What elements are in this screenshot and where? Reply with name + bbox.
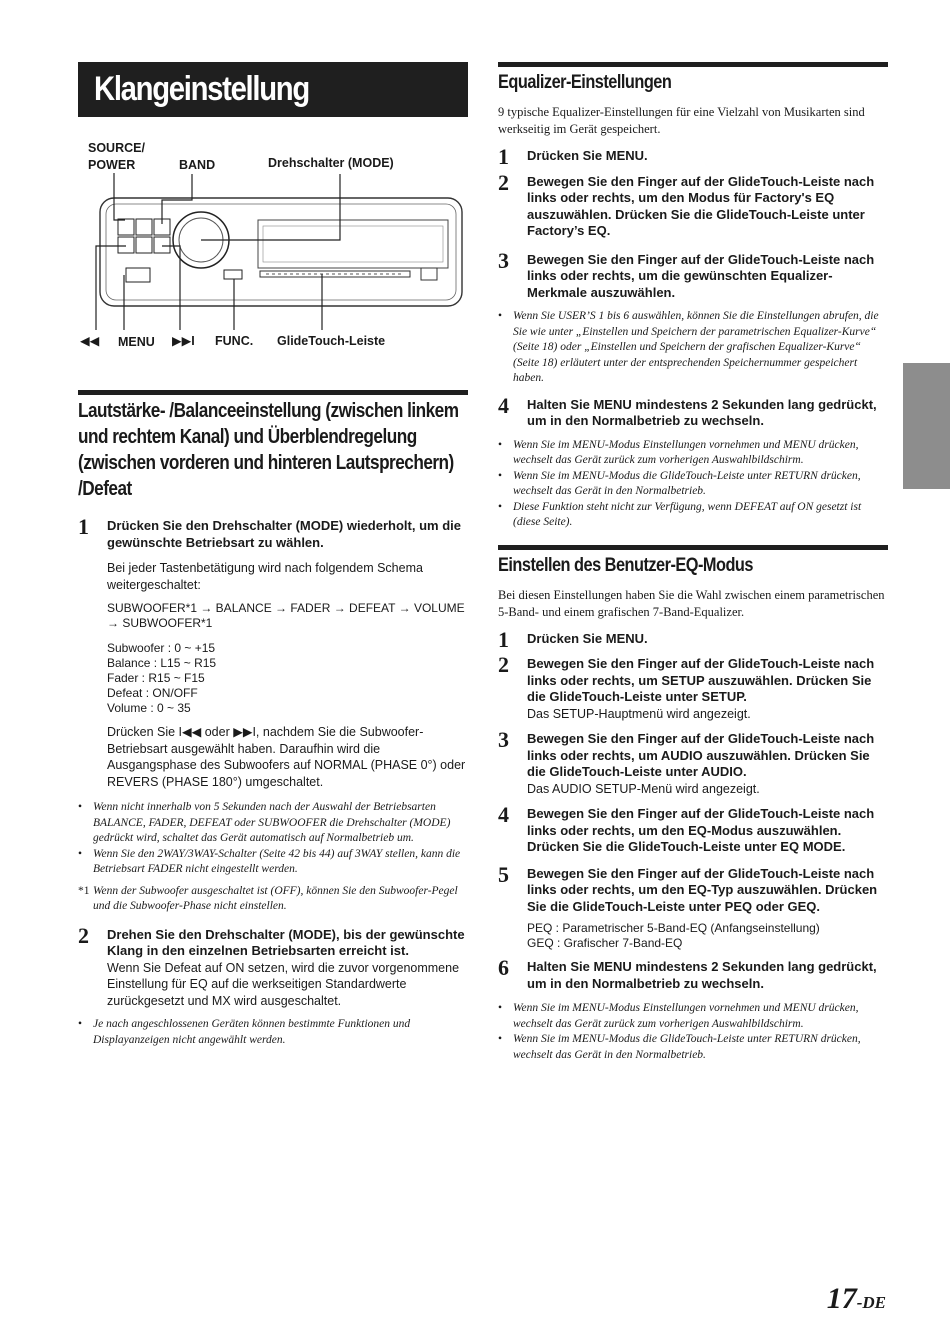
note-item: • Wenn Sie im MENU-Modus Einstellungen vornehmen und MENU drücken, wechselt das Gerät zurück zum vorherigen Auswahlbildschirm.	[498, 1002, 859, 1030]
step-instruction: Bewegen Sie den Finger auf der GlideTouch-Leiste nach links oder rechts, um den Modus für Factory's EQ auszuwählen. Drücken Sie die GlideTouch-Leiste unter Factory’s EQ.	[527, 173, 875, 238]
step-result: Das SETUP-Hauptmenü wird angezeigt.	[527, 706, 751, 721]
step-number: 5	[498, 861, 509, 887]
label-func: FUNC.	[215, 334, 254, 348]
step-number: 4	[498, 802, 509, 827]
left-column	[78, 62, 468, 1048]
step-2	[78, 922, 468, 1010]
user-step-1	[498, 626, 888, 652]
notes-list	[498, 438, 888, 531]
page-title: Klangeinstellung	[78, 62, 468, 117]
step-number: 2	[498, 169, 509, 195]
section-title-user-eq: Einstellen des Benutzer-EQ-Modus	[498, 545, 888, 579]
notes-list	[498, 309, 888, 387]
chapter-tab	[903, 363, 950, 489]
device-diagram	[78, 140, 468, 360]
step-instruction: Bewegen Sie den Finger auf der GlideTouch-Leiste nach links oder rechts, um SETUP auszuwählen. Drücken Sie die GlideTouch-Leiste unter SETUP.	[527, 656, 875, 704]
step-number: 3	[498, 727, 509, 752]
note-item: • Wenn Sie den 2WAY/3WAY-Schalter (Seite 42 bis 44) auf 3WAY stellen, kann die Betriebsart FADER nicht eingestellt werden.	[78, 847, 461, 875]
step-instruction: Drehen Sie den Drehschalter (MODE), bis der gewünschte Klang in den einzelnen Betriebsarten erreicht ist.	[107, 926, 465, 958]
eq-type-item: GEQ : Grafischer 7-Band-EQ	[527, 936, 683, 950]
note-item: • Wenn Sie im MENU-Modus die GlideTouch-Leiste unter RETURN drücken, wechselt das Gerät in den Normalbetrieb.	[498, 469, 861, 497]
step-number: 2	[78, 922, 89, 948]
step-number: 2	[498, 652, 509, 677]
range-item: Balance : L15 ~ R15	[107, 656, 217, 670]
device-drawing	[78, 140, 468, 360]
step-instruction: Bewegen Sie den Finger auf der GlideTouch-Leiste nach links oder rechts, um AUDIO auszuwählen. Drücken Sie die GlideTouch-Leiste unter AUDIO.	[527, 731, 875, 779]
step-instruction: Drücken Sie MENU.	[527, 148, 648, 163]
range-item: Defeat : ON/OFF	[107, 686, 198, 700]
step-instruction: Drücken Sie den Drehschalter (MODE) wiederholt, um die gewünschte Betriebsart zu wählen.	[107, 518, 461, 550]
step-number: 3	[498, 247, 509, 273]
label-prev-icon: ◀◀	[80, 334, 100, 348]
step-instruction: Bewegen Sie den Finger auf der GlideTouch-Leiste nach links oder rechts, um den EQ-Typ auszuwählen. Drücken Sie die GlideTouch-Leiste unter PEQ oder GEQ.	[527, 865, 878, 914]
step-instruction: Bewegen Sie den Finger auf der GlideTouch-Leiste nach links oder rechts, um die gewünschten Equalizer-Merkmale auszuwählen.	[527, 251, 875, 300]
user-step-3	[498, 727, 888, 797]
section-title-volume: Lautstärke- /Balanceeinstellung (zwischen linkem und rechtem Kanal) und Überblendregelung (zwischen vorderen und hinteren Lautsprechern) /Defeat	[78, 390, 468, 502]
notes-list	[498, 1001, 888, 1063]
note-item: • Wenn Sie im MENU-Modus die GlideTouch-Leiste unter RETURN drücken, wechselt das Gerät in den Normalbetrieb.	[498, 1033, 861, 1061]
eq-step-4	[498, 392, 888, 430]
note-item: • Diese Funktion steht nicht zur Verfügung, wenn DEFEAT auf ON gesetzt ist (diese Seite).	[498, 500, 862, 528]
user-step-5	[498, 861, 888, 952]
label-next-icon: ▶▶I	[172, 334, 195, 348]
eq-step-2	[498, 169, 888, 240]
page-number: 17-DE	[826, 1282, 886, 1315]
user-step-2	[498, 652, 888, 722]
label-knob: Drehschalter (MODE)	[268, 156, 394, 170]
note-item: • Je nach angeschlossenen Geräten können bestimmte Funktionen und Displayanzeigen nicht angewählt werden.	[78, 1018, 411, 1046]
eq-type-item: PEQ : Parametrischer 5-Band-EQ (Anfangseinstellung)	[527, 921, 820, 935]
step-instruction: Halten Sie MENU mindestens 2 Sekunden lang gedrückt, um in den Normalbetrieb zu wechseln.	[527, 396, 877, 428]
step-instruction: Bewegen Sie den Finger auf der GlideTouch-Leiste nach links oder rechts, um den EQ-Modus auszuwählen. Drücken Sie die GlideTouch-Leiste unter EQ MODE.	[527, 806, 875, 854]
range-list	[107, 641, 468, 716]
user-step-6	[498, 955, 888, 992]
notes-list	[78, 1017, 468, 1048]
mode-sequence: SUBWOOFER*1 → BALANCE → FADER → DEFEAT → VOLUME → SUBWOOFER*1	[107, 601, 465, 630]
eq-type-list	[527, 921, 888, 951]
eq-step-3	[498, 247, 888, 302]
user-step-4	[498, 802, 888, 856]
label-band: BAND	[179, 158, 216, 172]
step-explanation: Wenn Sie Defeat auf ON setzen, wird die zuvor vorgenommene Einstellung für EQ auf die werkseitigen Standardwerte zurückgesetzt und MX wird ausgeschaltet.	[107, 960, 460, 1008]
step-result: Das AUDIO SETUP-Menü wird angezeigt.	[527, 781, 760, 796]
step-instruction: Drücken Sie MENU.	[527, 630, 648, 646]
note-item: • Wenn nicht innerhalb von 5 Sekunden nach der Auswahl der Betriebsarten BALANCE, FADER, DEFEAT oder SUBWOOFER die Drehschalter (MODE) gedrückt wird, schaltet das Gerät automatisch auf Normalbetrieb um.	[78, 801, 451, 844]
note-item: • Wenn Sie im MENU-Modus Einstellungen vornehmen und MENU drücken, wechselt das Gerät zurück zum vorherigen Auswahlbildschirm.	[498, 438, 859, 466]
label-source-power: SOURCE/ POWER	[88, 141, 145, 172]
right-column	[498, 62, 888, 1063]
step-number: 6	[498, 955, 509, 980]
notes-list	[78, 800, 468, 915]
step-number: 1	[498, 144, 509, 169]
label-glidetouch: GlideTouch-Leiste	[277, 334, 386, 348]
footnote: *1 Wenn der Subwoofer ausgeschaltet ist (OFF), können Sie den Subwoofer-Pegel und die Subwoofer-Phase nicht einstellen.	[78, 884, 458, 912]
range-item: Volume : 0 ~ 35	[107, 701, 191, 715]
step-number: 1	[78, 514, 89, 539]
equalizer-intro: 9 typische Equalizer-Einstellungen für eine Vielzahl von Musikarten sind werkseitig im Gerät gespeichert.	[498, 105, 865, 136]
step-number: 4	[498, 392, 509, 418]
step-1	[78, 514, 468, 790]
range-item: Fader : R15 ~ F15	[107, 671, 205, 685]
range-item: Subwoofer : 0 ~ +15	[107, 641, 216, 655]
user-eq-intro: Bei diesen Einstellungen haben Sie die Wahl zwischen einem parametrischen 5-Band- und einem grafischen 7-Band-Equalizer.	[498, 587, 885, 619]
note-item: • Wenn Sie USER’S 1 bis 6 auswählen, können Sie die Einstellungen abrufen, die Sie wie unter „Einstellen und Speichern der parametrischen Equalizer-Kurve“ (Seite 18) oder „Einstellen und Speichern der grafischen Equalizer-Kurve“ (Seite 18) erläutert unter der entsprechenden Speichernummer gespeichert haben.	[498, 310, 879, 384]
label-menu: MENU	[118, 335, 155, 349]
subwoofer-phase-text: Drücken Sie I◀◀ oder ▶▶I, nachdem Sie die Subwoofer-Betriebsart ausgewählt haben. Daraufhin wird die Ausgangsphase des Subwoofers auf NORMAL (PHASE 0°) oder REVERS (PHASE 180°) umgeschaltet.	[107, 725, 466, 789]
step-explanation: Bei jeder Tastenbetätigung wird nach folgendem Schema weitergeschaltet:	[107, 561, 423, 592]
section-title-equalizer: Equalizer-Einstellungen	[498, 62, 888, 96]
step-instruction: Halten Sie MENU mindestens 2 Sekunden lang gedrückt, um in den Normalbetrieb zu wechseln.	[527, 959, 877, 991]
eq-step-1	[498, 144, 888, 169]
step-number: 1	[498, 626, 509, 652]
